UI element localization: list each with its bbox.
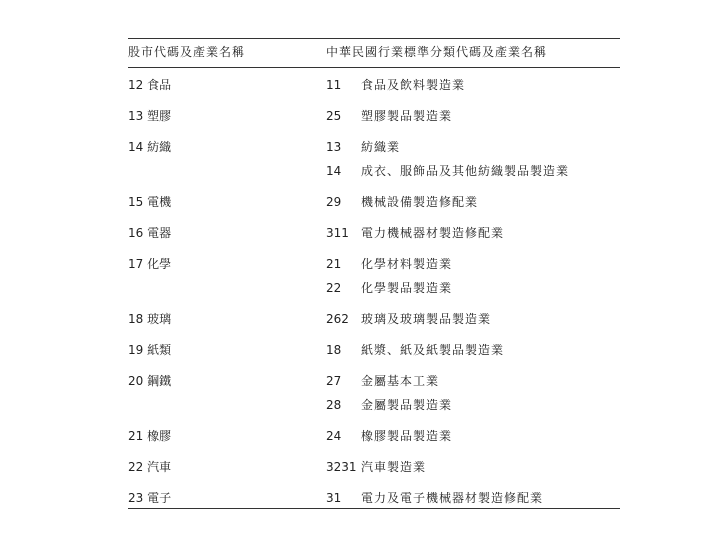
industry-code: 27: [326, 374, 342, 388]
industry-code: 311: [326, 226, 349, 240]
stock-category: 20 鋼鐵: [128, 374, 172, 388]
industry-code: 31: [326, 491, 342, 505]
industry-name: 紙漿、紙及紙製品製造業: [361, 343, 505, 357]
stock-category: 21 橡膠: [128, 429, 172, 443]
industry-code: 13: [326, 140, 342, 154]
industry-code: 18: [326, 343, 342, 357]
industry-code: 11: [326, 78, 342, 92]
table-top-rule: [128, 38, 620, 39]
header-industry-column: 中華民國行業標準分類代碼及產業名稱: [326, 45, 548, 59]
table-header-rule: [128, 67, 620, 68]
industry-code: 262: [326, 312, 349, 326]
industry-code: 3231: [326, 460, 357, 474]
industry-name: 汽車製造業: [361, 460, 427, 474]
industry-name: 紡織業: [361, 140, 401, 154]
industry-name: 成衣、服飾品及其他紡織製品製造業: [361, 164, 570, 178]
table-bottom-rule: [128, 508, 620, 509]
stock-category: 14 紡織: [128, 140, 172, 154]
industry-code: 14: [326, 164, 342, 178]
industry-name: 金屬基本工業: [361, 374, 440, 388]
stock-category: 17 化學: [128, 257, 172, 271]
stock-category: 22 汽車: [128, 460, 172, 474]
stock-category: 12 食品: [128, 78, 172, 92]
industry-code: 21: [326, 257, 342, 271]
stock-category: 23 電子: [128, 491, 172, 505]
industry-name: 食品及飲料製造業: [361, 78, 466, 92]
stock-category: 16 電器: [128, 226, 172, 240]
industry-name: 金屬製品製造業: [361, 398, 453, 412]
industry-name: 電力及電子機械器材製造修配業: [361, 491, 544, 505]
industry-name: 化學材料製造業: [361, 257, 453, 271]
industry-name: 機械設備製造修配業: [361, 195, 479, 209]
industry-name: 塑膠製品製造業: [361, 109, 453, 123]
industry-code: 25: [326, 109, 342, 123]
industry-code: 24: [326, 429, 342, 443]
industry-name: 化學製品製造業: [361, 281, 453, 295]
industry-name: 電力機械器材製造修配業: [361, 226, 505, 240]
industry-name: 橡膠製品製造業: [361, 429, 453, 443]
stock-category: 15 電機: [128, 195, 172, 209]
industry-code: 28: [326, 398, 342, 412]
header-stock-column: 股市代碼及產業名稱: [128, 45, 246, 59]
stock-category: 18 玻璃: [128, 312, 172, 326]
stock-category: 19 紙類: [128, 343, 172, 357]
industry-code: 22: [326, 281, 342, 295]
stock-category: 13 塑膠: [128, 109, 172, 123]
industry-name: 玻璃及玻璃製品製造業: [361, 312, 492, 326]
industry-code: 29: [326, 195, 342, 209]
